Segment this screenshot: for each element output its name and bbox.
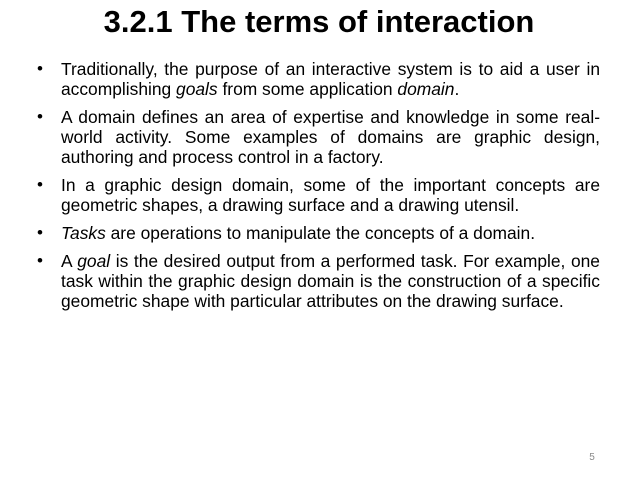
text-run: are operations to manipulate the concepts of a domain. bbox=[105, 223, 536, 243]
bullet-marker: • bbox=[37, 251, 43, 270]
bullet-marker: • bbox=[37, 223, 43, 242]
slide-number: 5 bbox=[589, 452, 595, 463]
bullet-marker: • bbox=[37, 175, 43, 194]
emphasis-goal: goal bbox=[77, 251, 111, 271]
text-run: A bbox=[61, 251, 78, 271]
bullet-text bbox=[61, 175, 600, 215]
bullet-item-domain-definition bbox=[36, 107, 600, 167]
slide-title: 3.2.1 The terms of interaction bbox=[103, 4, 535, 39]
text-run: A domain defines an area of expertise and knowledge in some real-world activity. Some examples of domains are graphic design, authoring and process control in a factory. bbox=[61, 107, 600, 167]
emphasis-goals: goals bbox=[176, 79, 218, 99]
bullet-item-goal bbox=[36, 251, 600, 311]
bullet-item-purpose bbox=[36, 59, 600, 99]
text-run: from some application bbox=[217, 79, 398, 99]
bullet-text bbox=[61, 107, 600, 167]
bullet-text bbox=[61, 251, 600, 311]
text-run: Traditionally, the purpose of an interactive system is to aid a user in accomplishing bbox=[61, 59, 600, 99]
bullet-marker: • bbox=[37, 59, 43, 78]
emphasis-domain: domain bbox=[397, 79, 455, 99]
text-run: is the desired output from a performed task. For example, one task within the graphic design domain is the construction of a specific geometric shape with particular attributes on the drawing surface. bbox=[61, 251, 600, 311]
bullet-text bbox=[61, 223, 535, 243]
text-run: . bbox=[454, 79, 460, 99]
bullet-list bbox=[36, 59, 600, 319]
bullet-text bbox=[61, 59, 600, 99]
bullet-marker: • bbox=[37, 107, 43, 126]
text-run: In a graphic design domain, some of the important concepts are geometric shapes, a drawing surface and a drawing utensil. bbox=[61, 175, 600, 215]
emphasis-tasks: Tasks bbox=[61, 223, 106, 243]
bullet-item-tasks bbox=[36, 223, 600, 243]
bullet-item-graphic-design-concepts bbox=[36, 175, 600, 215]
